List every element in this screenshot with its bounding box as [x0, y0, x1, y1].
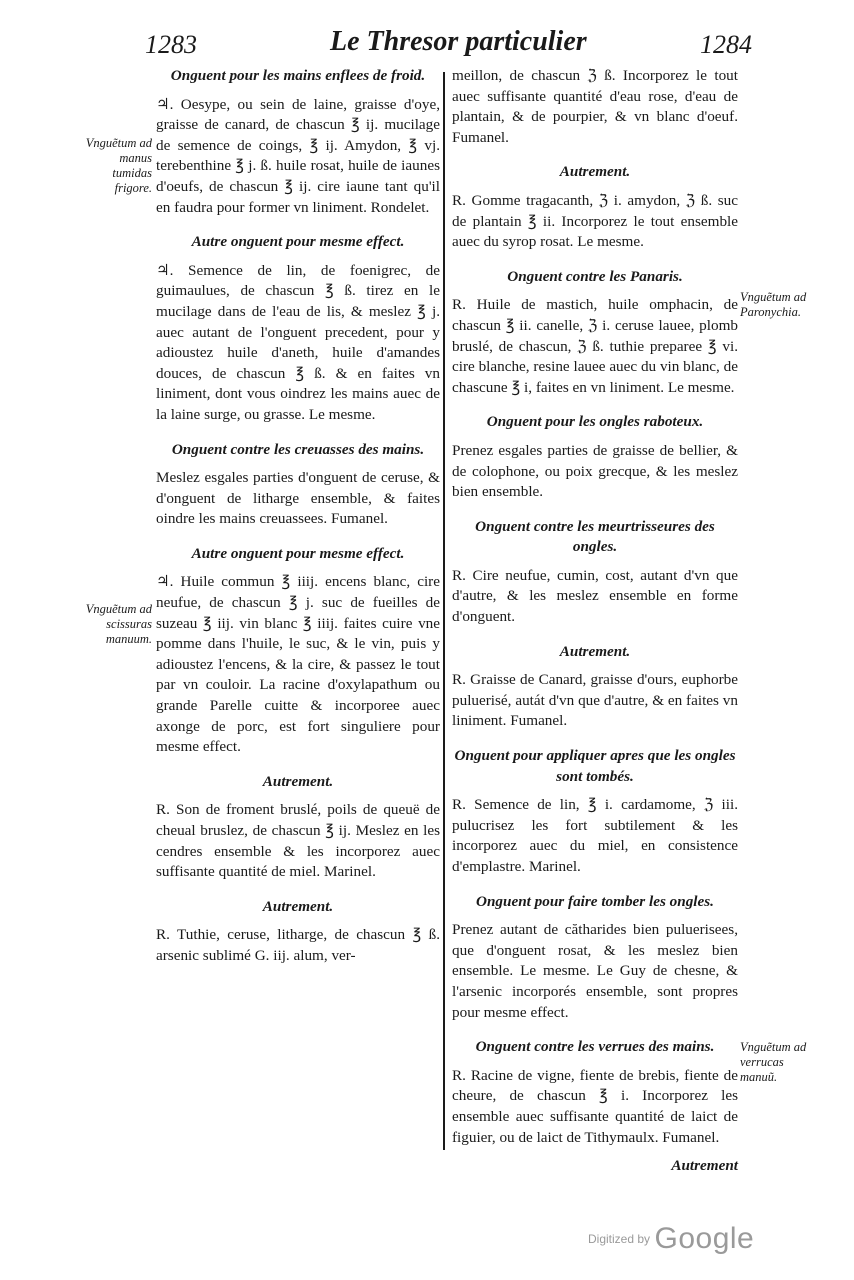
right-page-number: 1284 — [700, 30, 752, 59]
recipe-paragraph: R. Tuthie, ceruse, litharge, de chascun ℥ ß. arsenic sublimé G. iij. alum, ver- — [156, 926, 440, 964]
section-heading: Onguent contre les meurtrisseures des ongles. — [475, 517, 715, 556]
block-spacer — [156, 253, 440, 261]
section-heading: Autrement. — [559, 163, 631, 181]
block-spacer — [156, 218, 440, 232]
recipe-paragraph: R. Son de froment bruslé, poils de queuë de cheual bruslez, de chascun ℥ ij. Meslez en les cendres ensemble & les incorporez auec suffisante quantité de miel. Marinel. — [156, 801, 440, 881]
recipe-paragraph: meillon, de chascun ℨ ß. Incorporez le tout auec suffisante quantité d'eau rose, d'eau de plantain, & de pourpier, & vn blanc d'oeuf. Fumanel. — [452, 67, 738, 146]
column-divider — [443, 72, 445, 1150]
recipe-paragraph: Prenez autant de cătharides bien puluerisees, que d'onguent rosat, & les meslez bien ensemble. Le mesme. Le Guy de chesne, & l'arsenic incorporés ensemble, sont propres pour mesme effect. — [452, 921, 738, 1021]
margin-note-left-2: Vnguẽtum ad scissuras manuum. — [85, 602, 152, 646]
block-spacer — [452, 628, 738, 642]
section-heading: Onguent contre les verrues des mains. — [475, 1038, 715, 1056]
recipe-paragraph: Meslez esgales parties d'onguent de ceruse, & d'onguent de litharge ensemble, & faites oindre les mains creuassees. Fumanel. — [156, 469, 440, 528]
recipe-paragraph: R. Racine de vigne, fiente de brebis, fiente de cheure, de chascun ℥ i. Incorporez les ensemble auec suffisante quantité de laict de figuier, ou de laict de Tithymaulx. Fumanel. — [452, 1066, 738, 1146]
block-spacer — [156, 792, 440, 800]
digitized-watermark — [588, 1222, 754, 1256]
section-heading: Autre onguent pour mesme effect. — [191, 544, 405, 562]
block-spacer — [452, 732, 738, 746]
section-heading: Onguent pour les mains enflees de froid. — [170, 67, 426, 84]
block-spacer — [156, 530, 440, 544]
section-heading: Onguent pour les ongles raboteux. — [486, 413, 704, 431]
recipe-paragraph: ♃. Semence de lin, de foenigrec, de guimaulues, de chascun ℥ ß. tirez en le mucilage dans de l'eau de lis, & meslez ℥ j. auec autant de l'onguent precedent, pour y adioustez huile d'aneth, huile d'amandes douces, de chascun ℥ ß. & en faites vn liniment, dont vous oindrez les mains auec de la laine surge, ou grasse. Le mesme. — [156, 261, 440, 423]
block-spacer — [452, 253, 738, 267]
block-spacer — [452, 433, 738, 441]
block-spacer — [452, 1023, 738, 1037]
left-page-number: 1283 — [145, 30, 197, 59]
block-spacer — [452, 912, 738, 920]
recipe-paragraph: R. Semence de lin, ℥ i. cardamome, ℨ iii. pulucrisez les fort subtilement & les incorporez auec du miel, en consistence d'emplastre. Marinel. — [452, 796, 738, 875]
block-spacer — [452, 503, 738, 517]
block-spacer — [452, 787, 738, 795]
block-spacer — [156, 87, 440, 95]
section-heading: Onguent pour appliquer apres que les ongles sont tombés. — [454, 747, 736, 785]
section-heading: Autrement. — [262, 897, 334, 915]
block-spacer — [156, 564, 440, 572]
watermark-prefix: Digitized by — [588, 1232, 651, 1246]
recipe-paragraph: R. Huile de mastich, huile omphacin, de chascun ℥ ii. canelle, ℨ i. ceruse lauee, plomb bruslé, de chascun, ℨ ß. tuthie preparee ℥ vi. cire blanche, resine lauee auec du vin blanc, de chascune ℥ i, faites en vn liniment. Le mesme. — [452, 296, 738, 396]
block-spacer — [452, 287, 738, 295]
margin-note-right-1: Vnguẽtum ad Paronychia. — [740, 290, 807, 319]
block-spacer — [156, 426, 440, 440]
block-spacer — [452, 148, 738, 162]
recipe-paragraph: R. Cire neufue, cumin, cost, autant d'vn que d'autre, & les meslez ensemble en forme d'onguent. — [452, 566, 738, 626]
watermark-brand: Google — [654, 1222, 755, 1255]
section-heading: Onguent pour faire tomber les ongles. — [476, 892, 714, 910]
section-heading: Autre onguent pour mesme effect. — [191, 233, 405, 251]
block-spacer — [156, 883, 440, 897]
catchword: Autrement — [671, 1157, 738, 1175]
block-spacer — [452, 398, 738, 412]
block-spacer — [452, 662, 738, 670]
margin-note-left-1: Vnguẽtum ad manus tumidas frigore. — [85, 136, 152, 195]
section-heading: Autrement. — [559, 642, 631, 660]
right-column — [452, 66, 738, 1177]
margin-note-right-2: Vnguẽtum ad verrucas manuũ. — [740, 1040, 807, 1084]
block-spacer — [452, 878, 738, 892]
block-spacer — [452, 183, 738, 191]
section-heading: Autrement. — [262, 772, 334, 790]
section-heading: Onguent contre les creuasses des mains. — [171, 440, 425, 458]
recipe-paragraph: R. Gomme tragacanth, ℨ i. amydon, ℨ ß. suc de plantain ℥ ii. Incorporez le tout ensemble auec du syrop rosat. Le mesme. — [452, 191, 738, 251]
recipe-paragraph: ♃. Huile commun ℥ iiij. encens blanc, cire neufue, de chascun ℥ j. suc de fueilles de suzeau ℥ iij. vin blanc ℥ iiij. faites cuire vne pomme dans l'huile, le suc, & le vin, puis y adioustez l'encens, & la cire, & passez le tout par vn couloir. La racine d'oxylapathum ou grande Parelle cuitte & incorporee auec axonge de porc, est fort singuliere pour mesme effect. — [156, 573, 440, 756]
block-spacer — [156, 758, 440, 772]
recipe-paragraph: R. Graisse de Canard, graisse d'ours, euphorbe puluerisé, autát d'vn que d'autre, & en faites vn liniment. Fumanel. — [452, 671, 738, 730]
section-heading: Onguent contre les Panaris. — [507, 267, 683, 285]
block-spacer — [156, 460, 440, 468]
block-spacer — [452, 1148, 738, 1156]
block-spacer — [452, 1058, 738, 1066]
recipe-paragraph: ♃. Oesype, ou sein de laine, graisse d'oye, graisse de canard, de chascun ℥ ij. mucilage de semence de coings, ℥ ij. Amydon, ℥ vj. terebenthine ℥ j. ß. huile rosat, huile de iaunes d'oeufs, de chascun ℥ ij. cire iaune tant qu'il en faudra pour former vn liniment. Rondelet. — [156, 95, 440, 216]
block-spacer — [452, 558, 738, 566]
block-spacer — [156, 917, 440, 925]
left-column — [156, 66, 440, 967]
recipe-paragraph: Prenez esgales parties de graisse de bellier, & de colophone, ou poix grecque, & les meslez bien ensemble. — [452, 441, 738, 501]
running-title: Le Thresor particulier — [330, 26, 587, 57]
